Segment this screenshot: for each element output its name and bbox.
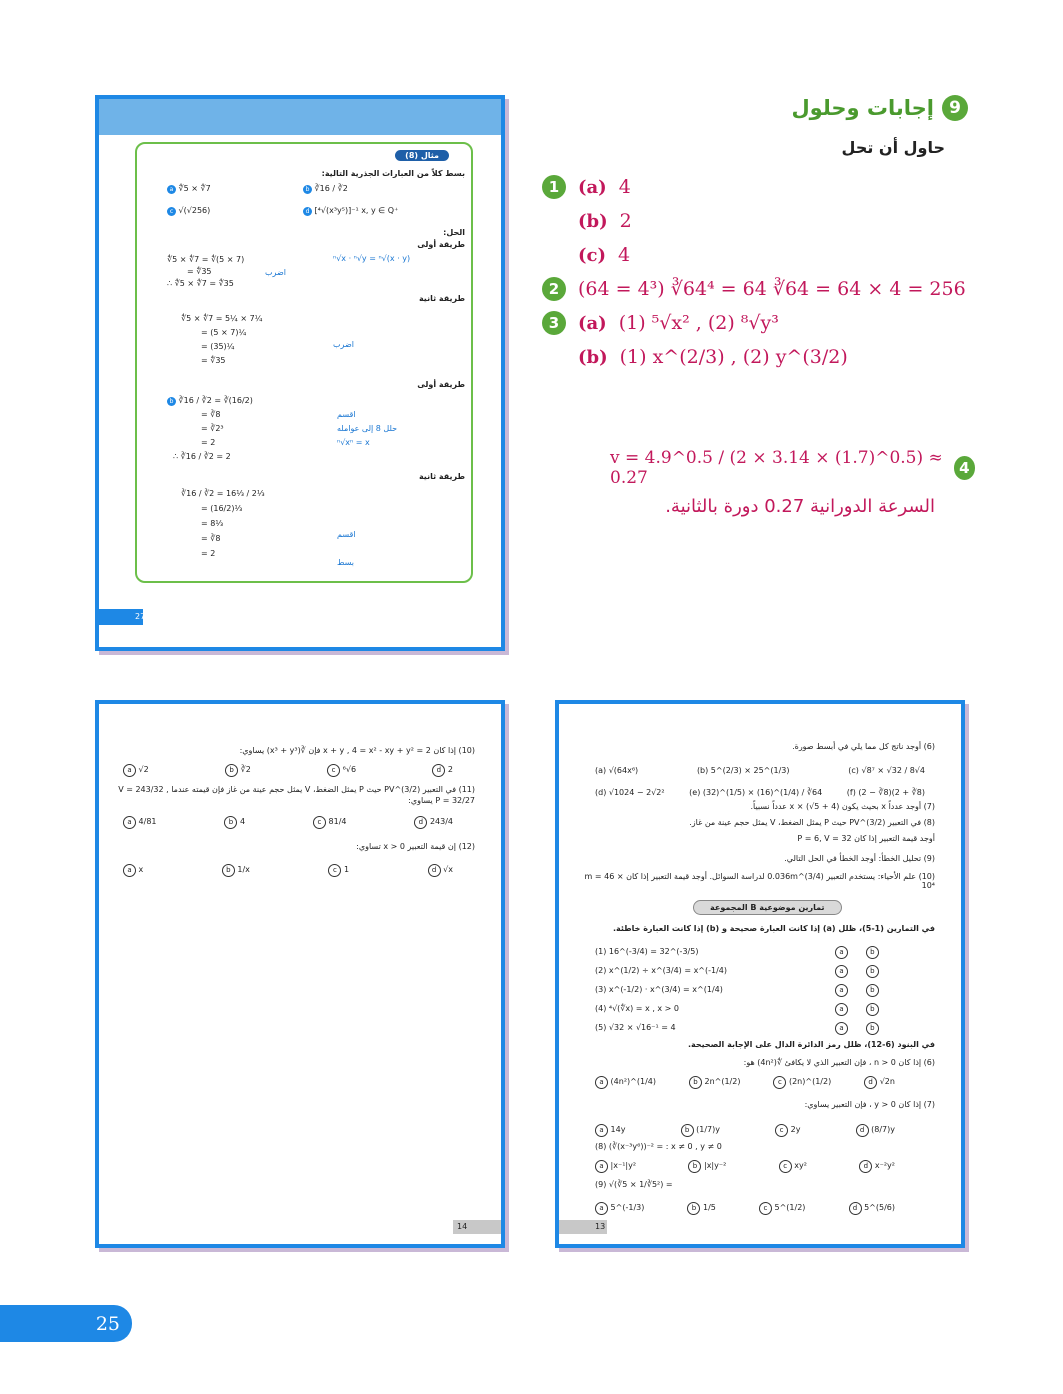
method-2-label: طريقة ثانية <box>418 294 465 303</box>
q10-options: a √2 b ∛2 c ⁶√6 d 2 <box>123 764 453 777</box>
page-number-tab <box>99 609 146 625</box>
thumbnail-header-band <box>99 99 501 135</box>
answer-text: 4 <box>618 176 631 198</box>
exercise-6-items: (a) √(64x⁶) (b) 5^(2/3) × 25^(1/3) (c) √8⁷ × √32 / 8√4 (d) √1024 − 2√2² (e) (32)^(1/5) × (16)^(1/4) / ∛64 (f) (2 − ∛8)(2 + ∛8) <box>595 766 925 797</box>
bullet-b: b <box>303 185 312 194</box>
page-number-badge <box>0 1305 132 1342</box>
multiple-choice-instruction: في البنود (6-12)، ظلل رمز الدائرة الدال على الإجابة الصحيحة. <box>687 1040 935 1049</box>
example-item: d [⁴√(x³y⁵)]⁻¹ x, y ∈ Q⁺ <box>303 206 398 216</box>
method-1-label-b: طريقة أولى <box>417 380 465 389</box>
mc-question-8: (8) (∛(x⁻³y⁶))⁻² = : x ≠ 0 , y ≠ 0 <box>595 1142 722 1151</box>
q12-options: a x b 1/x c 1 d √x <box>123 864 453 877</box>
mc-question-6: (6) إذا كان n > 0 ، فإن التعبير الذي لا يكافئ ∜(4n²) هو: <box>743 1058 935 1067</box>
bullet-b: b <box>167 397 176 406</box>
answer-row <box>542 238 982 272</box>
mc8-options: a |x⁻¹|y² b |x|y⁻² c xy² d x⁻²y² <box>595 1160 895 1173</box>
answer-text: (64 = 4³) ∛64⁴ = 64 ∛64 = 64 × 4 = 256 <box>578 278 966 300</box>
mc-question-7: (7) إذا كان y > 0 ، فإن التعبير يساوي: <box>804 1100 935 1109</box>
method-1-label: طريقة أولى <box>417 240 465 249</box>
question-11: (11) في التعبير PV^(3/2) حيث P يمثل الضغط، V يمثل حجم عينة من غاز فإن قيمته عندما V = 243/32 , P = 32/27 يساوي: <box>118 785 475 805</box>
factor-note: حلل 8 إلى عوامله <box>337 424 398 433</box>
example-item: a ∜5 × ∜7 <box>167 184 211 194</box>
bullet-a: a <box>167 185 176 194</box>
answer-4-row <box>610 448 975 488</box>
bullet-c: c <box>167 207 176 216</box>
answer-text: (1) ⁵√x² , (2) ⁸√y³ <box>618 312 779 334</box>
exercise-7: (7) أوجد عدداً x بحيث يكون x × (√5 + 4) عدداً نسبياً. <box>750 802 935 811</box>
answer-row <box>542 340 982 374</box>
bullet-d: d <box>303 207 312 216</box>
solution-label: الحل: <box>443 228 465 237</box>
answer-text: (1) x^(2/3) , (2) y^(3/2) <box>619 346 848 368</box>
section-title: إجابات وحلول <box>791 96 934 120</box>
solution-b2-lines: ∛16 / ∛2 = 16⅓ / 2⅓ = (16/2)⅓ = 8⅓ = ∛8 = 2 <box>181 489 265 558</box>
answer-label: (b) <box>578 346 608 368</box>
answer-row <box>542 306 982 340</box>
page-number: 13 <box>595 1222 606 1231</box>
answer-label: (c) <box>578 244 606 266</box>
divide-note: اقسم <box>337 410 356 419</box>
solution-b-lines: b ∛16 / ∛2 = ∛(16/2) = ∛8 = ∛2³ = 2 ∴ ∛16 / ∛2 = 2 <box>167 394 253 464</box>
page-number: 25 <box>95 1312 120 1335</box>
answer-badge: 4 <box>954 456 975 480</box>
exercise-8b: أوجد قيمة التعبير إذا كان P = 6, V = 32 <box>797 834 935 843</box>
true-false-instruction: في التمارين (1-5)، ظلل (a) إذا كانت العبارة صحيحة و (b) إذا كانت العبارة خاطئة. <box>612 924 935 933</box>
simplify-note: بسط <box>337 558 354 567</box>
group-b-header: المجموعة B تمارين موضوعية <box>693 900 842 915</box>
answer-badge: 2 <box>542 277 566 301</box>
exercise-6-title: (6) أوجد ناتج كل مما يلي في أبسط صورة. <box>792 742 935 751</box>
method-2-label-b: طريقة ثانية <box>418 472 465 481</box>
answer-label: (a) <box>578 312 607 334</box>
answer-badge: 1 <box>542 175 566 199</box>
page-number-tab <box>559 1220 607 1234</box>
answer-4-note: السرعة الدورانية 0.27 دورة بالثانية. <box>665 496 935 517</box>
page-thumbnail-13 <box>555 700 965 1248</box>
answer-row <box>542 170 982 204</box>
answer-badge: 3 <box>542 311 566 335</box>
multiply-note-2: اضرب <box>333 340 354 349</box>
answers-block <box>542 170 982 374</box>
example-item: b ∛16 / ∛2 <box>303 184 348 194</box>
example-item: c √(√256) <box>167 206 210 216</box>
example-label: مثال (8) <box>395 150 449 161</box>
multiply-note: اضرب <box>265 268 286 277</box>
solution-a2-lines: ∜5 × ∜7 = 5¼ × 7¼ = (5 × 7)¼ = (35)¼ = ∜35 <box>181 314 263 365</box>
root-rule-note: ⁿ√xⁿ = x <box>337 438 370 447</box>
question-12: (12) إن قيمة التعبير x > 0 تساوي: <box>356 842 475 851</box>
section-header <box>791 95 968 121</box>
page-number-tab <box>453 1220 501 1234</box>
page-number: 14 <box>457 1222 468 1231</box>
page-thumbnail-14 <box>95 700 505 1248</box>
question-10: (10) إذا كان 2 = x + y , 4 = x² - xy + y² فإن ∛(x³ + y³) يساوي: <box>239 746 475 755</box>
mc9-options: a 5^(-1/3) b 1/5 c 5^(1/2) d 5^(5/6) <box>595 1202 895 1215</box>
rule-note-a: ⁿ√x · ⁿ√y = ⁿ√(x · y) <box>333 254 411 263</box>
answer-label: (b) <box>578 210 608 232</box>
answer-row <box>542 272 982 306</box>
page-thumbnail-27 <box>95 95 505 651</box>
true-false-items: (1) 16^(-3/4) = 32^(-3/5) (2) x^(1/2) ÷ x^(3/4) = x^(-1/4) (3) x^(-1/2) · x^(3/4) = x^(1/4) (4) ⁴√(∜x) = x , x > 0 (5) √32 × √16⁻¹ = 4 <box>595 947 728 1032</box>
solution-a-lines: ∜5 × ∜7 = ∜(5 × 7) = ∜35 ∴ ∜5 × ∜7 = ∜35 <box>167 255 245 288</box>
exercise-10: (10) علم الأحياء: يستخدم التعبير 0.036m^(3/4) لدراسة السوائل. أوجد قيمة التعبير إذا كان m = 46 × 10⁴ <box>584 872 935 890</box>
example-box <box>135 142 473 583</box>
answer-text: v = 4.9^0.5 / (2 × 3.14 × (1.7)^0.5) ≈ 0.27 <box>610 448 943 488</box>
q11-options: a 4/81 b 4 c 81/4 d 243/4 <box>123 816 453 829</box>
exercise-8: (8) في التعبير PV^(3/2) حيث P يمثل الضغط، V يمثل حجم عينة من غاز. <box>689 818 935 827</box>
example-instruction: بسط كلاً من العبارات الجذرية التالية: <box>321 169 465 178</box>
answer-text: 4 <box>618 244 631 266</box>
section-number-badge: 9 <box>942 95 968 121</box>
true-false-bubbles: a b a b a b a b a b <box>835 942 879 1037</box>
page-number: 27 <box>135 612 146 621</box>
mc7-options: a 14y b (1/7)y c 2y d (8/7)y <box>595 1124 895 1137</box>
divide-note-2: اقسم <box>337 530 356 539</box>
answer-text: 2 <box>619 210 632 232</box>
mc6-options: a (4n²)^(1/4) b 2n^(1/2) c (2n)^(1/2) d √2n <box>595 1076 895 1089</box>
answer-row <box>542 204 982 238</box>
subtitle: حاول أن تحل <box>841 138 945 157</box>
mc-question-9: (9) √(∛5 × 1/∛5²) = <box>595 1180 673 1189</box>
answer-label: (a) <box>578 176 607 198</box>
exercise-9: (9) تحليل الخطأ: أوجد الخطأ في الحل التالي. <box>784 854 935 863</box>
